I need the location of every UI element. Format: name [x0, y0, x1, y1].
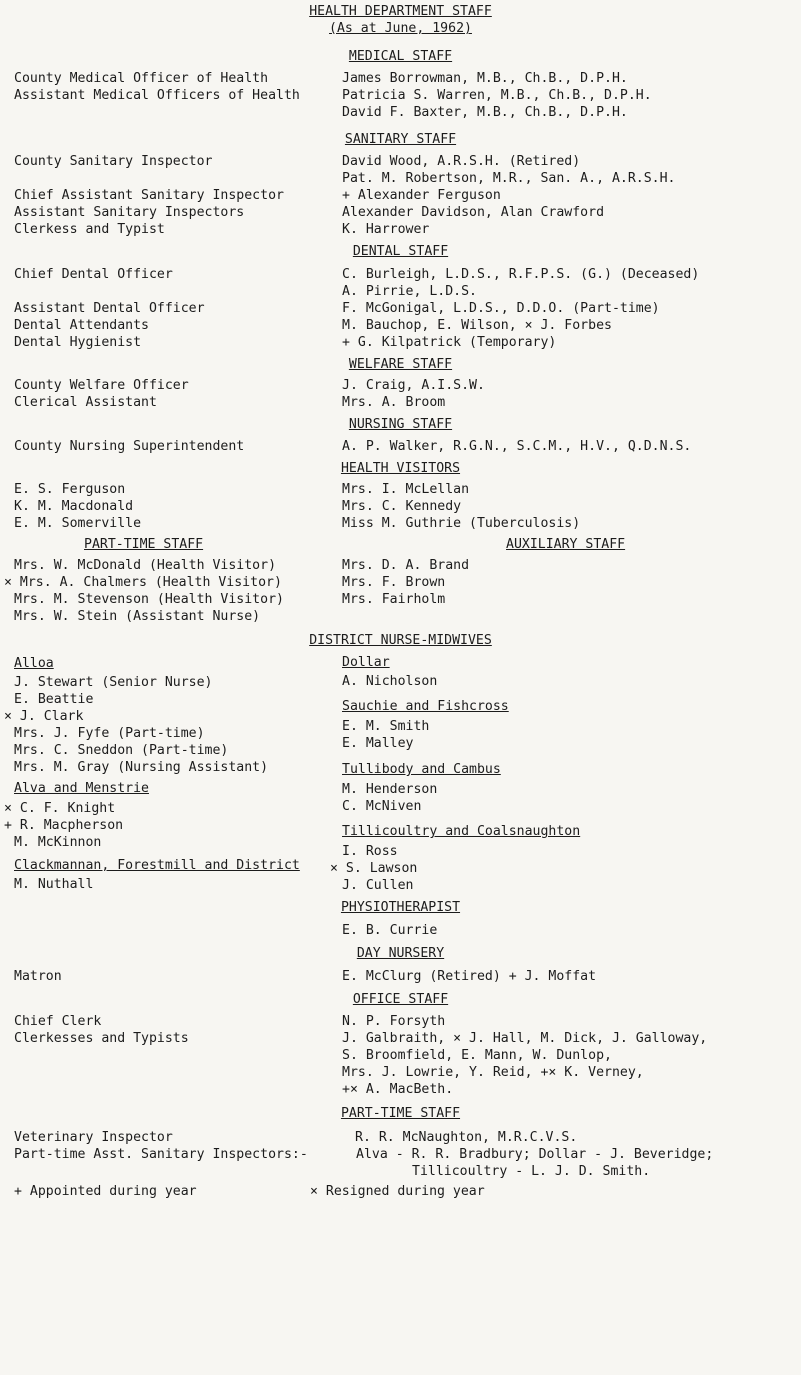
physio-heading: PHYSIOTHERAPIST — [340, 900, 461, 915]
staff-name: M. Henderson — [342, 782, 438, 797]
staff-name: Mrs. Fairholm — [342, 592, 446, 607]
staff-name: James Borrowman, M.B., Ch.B., D.P.H. — [342, 71, 628, 86]
staff-name: Mrs. I. McLellan — [342, 482, 470, 497]
staff-name: Alva - R. R. Bradbury; Dollar - J. Beveridge; — [356, 1147, 714, 1162]
staff-name: E. M. Smith — [342, 719, 430, 734]
part-time-heading: PART-TIME STAFF — [84, 537, 204, 552]
role-label: Chief Dental Officer — [14, 267, 173, 282]
role-label: Dental Attendants — [14, 318, 149, 333]
staff-name: David Wood, A.R.S.H. (Retired) — [342, 154, 581, 169]
role-label: Dental Hygienist — [14, 335, 142, 350]
staff-name: F. McGonigal, L.D.S., D.D.O. (Part-time) — [342, 301, 660, 316]
staff-name: A. Nicholson — [342, 674, 438, 689]
welfare-heading: WELFARE STAFF — [348, 357, 453, 372]
medical-heading: MEDICAL STAFF — [348, 49, 453, 64]
staff-name: S. Broomfield, E. Mann, W. Dunlop, — [342, 1048, 612, 1063]
staff-name: Alexander Davidson, Alan Crawford — [342, 205, 605, 220]
district-label-tullibody: Tullibody and Cambus — [342, 762, 501, 777]
role-label: Part-time Asst. Sanitary Inspectors:- — [14, 1147, 308, 1162]
staff-name: J. Cullen — [342, 878, 414, 893]
staff-name: Miss M. Guthrie (Tuberculosis) — [342, 516, 581, 531]
staff-name: I. Ross — [342, 844, 398, 859]
staff-name: E. Beattie — [14, 692, 94, 707]
staff-name: × J. Clark — [4, 709, 84, 724]
staff-name: E. Malley — [342, 736, 414, 751]
part-time-staff-heading: PART-TIME STAFF — [340, 1106, 461, 1121]
role-label: County Nursing Superintendent — [14, 439, 245, 454]
staff-name: M. Nuthall — [14, 877, 94, 892]
district-heading: DISTRICT NURSE-MIDWIVES — [309, 633, 492, 648]
staff-name: × C. F. Knight — [4, 801, 116, 816]
sanitary-heading: SANITARY STAFF — [344, 132, 457, 147]
district-label-clackmannan: Clackmannan, Forestmill and District — [14, 858, 300, 873]
staff-name: A. P. Walker, R.G.N., S.C.M., H.V., Q.D.N.S. — [342, 439, 692, 454]
role-label: Matron — [14, 969, 62, 984]
staff-name: M. McKinnon — [14, 835, 102, 850]
staff-name: Mrs. W. Stein (Assistant Nurse) — [14, 609, 261, 624]
nursing-heading: NURSING STAFF — [348, 417, 453, 432]
staff-name: R. R. McNaughton, M.R.C.V.S. — [355, 1130, 578, 1145]
staff-name: J. Stewart (Senior Nurse) — [14, 675, 213, 690]
staff-name: C. Burleigh, L.D.S., R.F.P.S. (G.) (Deceased) — [342, 267, 700, 282]
staff-name: Mrs. C. Sneddon (Part-time) — [14, 743, 229, 758]
staff-name: Mrs. J. Lowrie, Y. Reid, +× K. Verney, — [342, 1065, 644, 1080]
role-label: Clerkess and Typist — [14, 222, 165, 237]
nursery-heading: DAY NURSERY — [356, 946, 445, 961]
staff-name: +× A. MacBeth. — [342, 1082, 454, 1097]
role-label: Chief Clerk — [14, 1014, 102, 1029]
district-label-dollar: Dollar — [342, 655, 390, 670]
staff-name: N. P. Forsyth — [342, 1014, 446, 1029]
page-title: HEALTH DEPARTMENT STAFF — [309, 4, 492, 19]
staff-name: Mrs. M. Stevenson (Health Visitor) — [14, 592, 284, 607]
dental-heading: DENTAL STAFF — [352, 244, 449, 259]
staff-name: + G. Kilpatrick (Temporary) — [342, 335, 557, 350]
staff-name: M. Bauchop, E. Wilson, × J. Forbes — [342, 318, 612, 333]
staff-name: E. McClurg (Retired) + J. Moffat — [342, 969, 597, 984]
staff-name: J. Craig, A.I.S.W. — [342, 378, 485, 393]
staff-name: K. M. Macdonald — [14, 499, 134, 514]
staff-name: Mrs. D. A. Brand — [342, 558, 470, 573]
role-label: County Medical Officer of Health — [14, 71, 269, 86]
district-label-alloa: Alloa — [14, 656, 54, 671]
staff-name: × Mrs. A. Chalmers (Health Visitor) — [4, 575, 282, 590]
footnote-appointed: + Appointed during year — [14, 1184, 197, 1199]
staff-name: J. Galbraith, × J. Hall, M. Dick, J. Galloway, — [342, 1031, 708, 1046]
staff-name: + Alexander Ferguson — [342, 188, 501, 203]
staff-name: C. McNiven — [342, 799, 422, 814]
staff-name: A. Pirrie, L.D.S. — [342, 284, 477, 299]
staff-name: Mrs. M. Gray (Nursing Assistant) — [14, 760, 269, 775]
staff-name: Patricia S. Warren, M.B., Ch.B., D.P.H. — [342, 88, 652, 103]
role-label: County Sanitary Inspector — [14, 154, 213, 169]
staff-name: Pat. M. Robertson, M.R., San. A., A.R.S.H. — [342, 171, 676, 186]
role-label: Clerical Assistant — [14, 395, 157, 410]
staff-name: Mrs. W. McDonald (Health Visitor) — [14, 558, 277, 573]
staff-name: × S. Lawson — [330, 861, 418, 876]
role-label: County Welfare Officer — [14, 378, 189, 393]
staff-name: E. B. Currie — [342, 923, 438, 938]
staff-name: Tillicoultry - L. J. D. Smith. — [412, 1164, 651, 1179]
staff-name: Mrs. C. Kennedy — [342, 499, 462, 514]
staff-name: Mrs. F. Brown — [342, 575, 446, 590]
staff-name: E. S. Ferguson — [14, 482, 126, 497]
staff-name: Mrs. A. Broom — [342, 395, 446, 410]
staff-name: K. Harrower — [342, 222, 430, 237]
health-visitors-heading: HEALTH VISITORS — [340, 461, 461, 476]
staff-name: Mrs. J. Fyfe (Part-time) — [14, 726, 205, 741]
role-label: Clerkesses and Typists — [14, 1031, 189, 1046]
district-label-tillicoultry: Tillicoultry and Coalsnaughton — [342, 824, 581, 839]
role-label: Assistant Sanitary Inspectors — [14, 205, 245, 220]
page-subtitle: (As at June, 1962) — [329, 21, 472, 36]
staff-name: E. M. Somerville — [14, 516, 142, 531]
role-label: Chief Assistant Sanitary Inspector — [14, 188, 284, 203]
district-label-alva: Alva and Menstrie — [14, 781, 149, 796]
staff-name: David F. Baxter, M.B., Ch.B., D.P.H. — [342, 105, 628, 120]
role-label: Assistant Medical Officers of Health — [14, 88, 300, 103]
office-heading: OFFICE STAFF — [352, 992, 449, 1007]
footnote-resigned: × Resigned during year — [310, 1184, 485, 1199]
auxiliary-heading: AUXILIARY STAFF — [506, 537, 626, 552]
role-label: Veterinary Inspector — [14, 1130, 173, 1145]
district-label-sauchie: Sauchie and Fishcross — [342, 699, 509, 714]
role-label: Assistant Dental Officer — [14, 301, 205, 316]
staff-name: + R. Macpherson — [4, 818, 124, 833]
